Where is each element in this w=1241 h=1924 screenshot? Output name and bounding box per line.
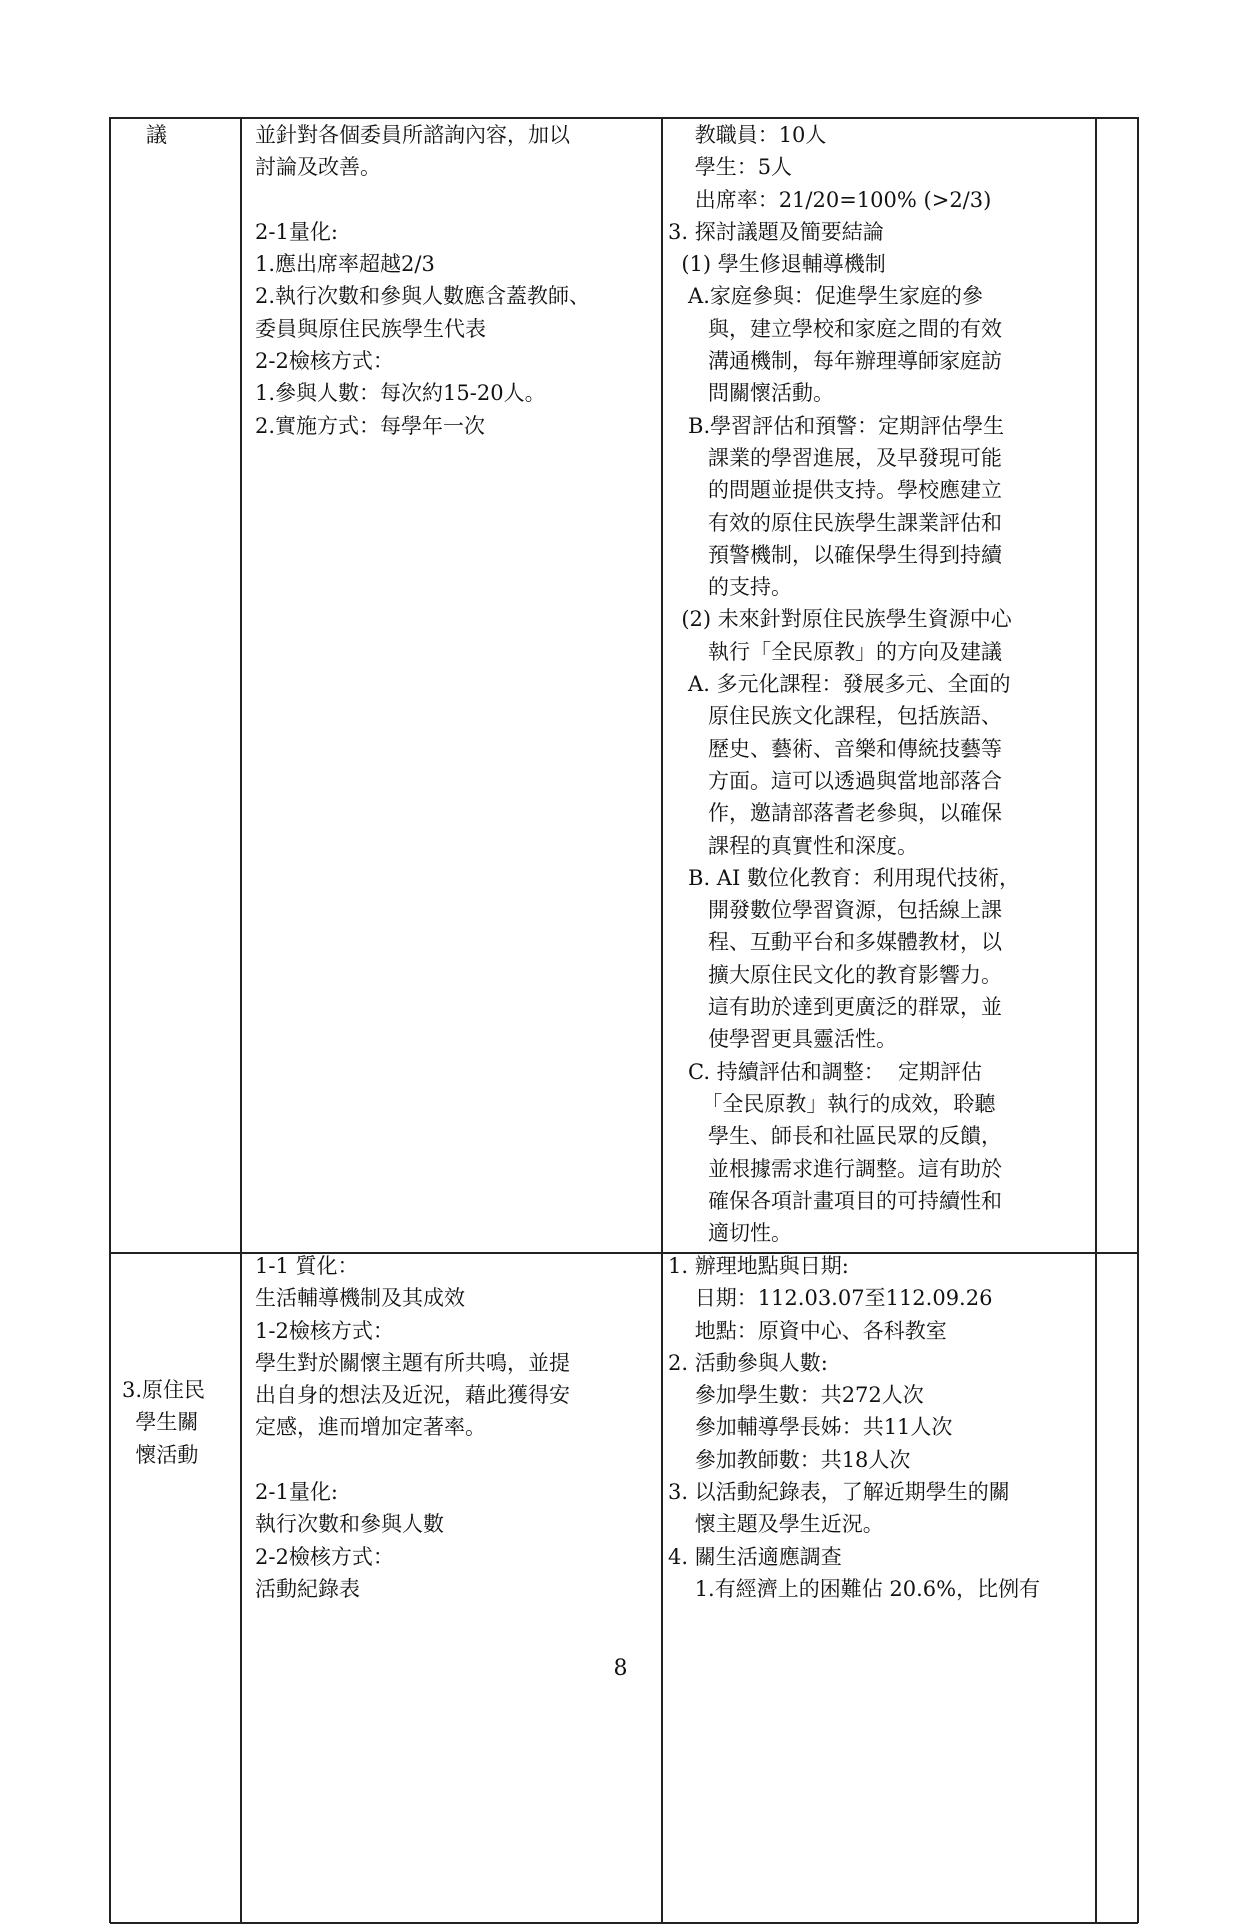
- result-line: 1. 辦理地點與日期:: [668, 1254, 849, 1278]
- criteria-line: 2.執行次數和參與人數應含蓋教師、: [255, 284, 591, 309]
- result-line: 與，建立學校和家庭之間的有效: [668, 316, 1003, 341]
- result-line: 3. 探討議題及簡要結論: [668, 219, 884, 244]
- result-line: 出席率：21/20=100% (>2/3): [668, 187, 992, 212]
- result-line: 參加學生數：共272人次: [668, 1383, 924, 1408]
- result-line: B.學習評估和預警：定期評估學生: [668, 413, 1005, 438]
- row2-item-line: 懷活動: [122, 1442, 199, 1467]
- result-line: (2) 未來針對原住民族學生資源中心: [668, 607, 1012, 632]
- row2-item-cell: [122, 1374, 205, 1471]
- page-number: 8: [613, 1656, 628, 1681]
- criteria-line: 討論及改善。: [255, 155, 381, 180]
- result-line: 3. 以活動紀錄表，了解近期學生的關: [668, 1480, 1010, 1505]
- result-line: 歷史、藝術、音樂和傳統技藝等: [668, 736, 1003, 761]
- result-line: 學生：5人: [668, 155, 793, 180]
- criteria-line: 委員與原住民族學生代表: [255, 316, 486, 341]
- row2-item-line: 3.原住民: [122, 1378, 206, 1402]
- result-line: A. 多元化課程：發展多元、全面的: [668, 672, 1011, 697]
- result-line: 使學習更具靈活性。: [668, 1027, 898, 1052]
- row1-criteria-cell: [255, 119, 590, 442]
- result-line: 有效的原住民族學生課業評估和: [668, 510, 1003, 535]
- result-line: 的支持。: [668, 575, 793, 600]
- result-line: (1) 學生修退輔導機制: [668, 252, 886, 277]
- result-line: 4. 關生活適應調查: [668, 1544, 842, 1569]
- criteria-line: 定感，進而增加定著率。: [255, 1415, 486, 1440]
- result-line: 預警機制，以確保學生得到持續: [668, 542, 1003, 567]
- criteria-line: 1-1 質化：: [255, 1254, 359, 1278]
- result-line: 「全民原教」執行的成效，聆聽: [668, 1091, 996, 1116]
- result-line: 地點：原資中心、各科教室: [668, 1318, 947, 1343]
- criteria-line: 執行次數和參與人數: [255, 1512, 444, 1537]
- result-line: 問關懷活動。: [668, 381, 835, 406]
- criteria-line: [255, 1444, 570, 1476]
- result-line: 學生、師長和社區民眾的反饋，: [668, 1124, 1003, 1149]
- result-line: 作，邀請部落耆老參與，以確保: [668, 801, 1003, 826]
- result-line: 擴大原住民文化的教育影響力。: [668, 962, 1003, 987]
- table-border-left: [109, 117, 111, 1923]
- result-line: C. 持續評估和調整： 定期評估: [668, 1059, 983, 1084]
- result-line: 執行「全民原教」的方向及建議: [668, 639, 1003, 664]
- criteria-line: 1.應出席率超越2/3: [255, 252, 435, 277]
- result-line: 懷主題及學生近況。: [668, 1512, 884, 1537]
- result-line: 程、互動平台和多媒體教材，以: [668, 930, 1003, 955]
- criteria-line: [255, 184, 590, 216]
- table-border-col3: [1095, 117, 1097, 1923]
- result-line: 日期：112.03.07至112.09.26: [668, 1286, 993, 1311]
- result-line: 方面。這可以透過與當地部落合: [668, 768, 1003, 793]
- result-line: 並根據需求進行調整。這有助於: [668, 1156, 1003, 1181]
- result-line: 的問題並提供支持。學校應建立: [668, 478, 1003, 503]
- result-line: 確保各項計畫項目的可持續性和: [668, 1188, 1003, 1213]
- result-line: 課業的學習進展，及早發現可能: [668, 445, 1003, 470]
- criteria-line: 2-2檢核方式：: [255, 349, 394, 374]
- result-line: 參加教師數：共18人次: [668, 1447, 911, 1472]
- criteria-line: 活動紀錄表: [255, 1576, 360, 1601]
- criteria-line: 生活輔導機制及其成效: [255, 1286, 465, 1311]
- criteria-line: 2.實施方式：每學年一次: [255, 413, 486, 438]
- result-line: 溝通機制，每年辦理導師家庭訪: [668, 349, 1003, 374]
- result-line: 教職員：10人: [668, 123, 827, 147]
- criteria-line: 2-2檢核方式：: [255, 1544, 394, 1569]
- table-border-right: [1137, 117, 1139, 1923]
- result-line: 1.有經濟上的困難佔 20.6%，比例有: [668, 1576, 1041, 1601]
- criteria-line: 1-2檢核方式：: [255, 1318, 394, 1343]
- result-line: 開發數位學習資源，包括線上課: [668, 898, 1003, 923]
- result-line: B. AI 數位化教育：利用現代技術，: [668, 865, 1020, 890]
- row1-item-line: 議: [146, 123, 167, 147]
- row1-item-cell: [146, 119, 167, 151]
- row2-results-cell: [668, 1250, 1040, 1605]
- row2-criteria-cell: [255, 1250, 570, 1605]
- table-border-col2: [661, 117, 663, 1923]
- result-line: 2. 活動參與人數:: [668, 1350, 828, 1375]
- row2-item-line: 學生關: [122, 1410, 199, 1435]
- table-border-col1: [240, 117, 242, 1923]
- criteria-line: 並針對各個委員所諮詢內容，加以: [255, 123, 570, 147]
- criteria-line: 1.參與人數：每次約15-20人。: [255, 381, 546, 406]
- result-line: 原住民族文化課程，包括族語、: [668, 704, 1003, 729]
- result-line: 課程的真實性和深度。: [668, 833, 919, 858]
- criteria-line: 出自身的想法及近況，藉此獲得安: [255, 1383, 570, 1408]
- row1-results-cell: [668, 119, 1020, 1249]
- result-line: 參加輔導學長姊：共11人次: [668, 1415, 953, 1440]
- result-line: 適切性。: [668, 1221, 793, 1246]
- result-line: 這有助於達到更廣泛的群眾，並: [668, 995, 1003, 1020]
- criteria-line: 2-1量化:: [255, 219, 338, 244]
- criteria-line: 2-1量化:: [255, 1480, 338, 1505]
- result-line: A.家庭參與：促進學生家庭的參: [668, 284, 983, 309]
- criteria-line: 學生對於關懷主題有所共鳴，並提: [255, 1350, 570, 1375]
